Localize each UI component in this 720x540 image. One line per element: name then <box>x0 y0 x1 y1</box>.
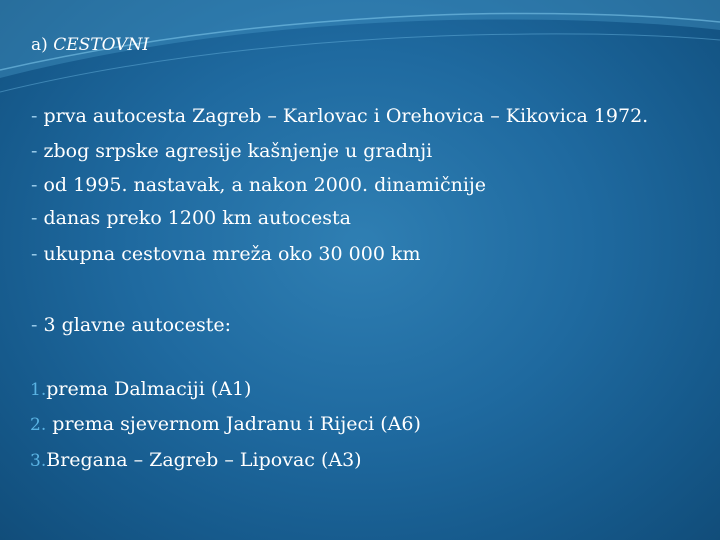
bullet-marker: - <box>31 140 38 162</box>
motorway-item <box>30 412 421 437</box>
title-prefix: a) <box>31 35 48 55</box>
motorway-text: prema sjevernom Jadranu i Rijeci (A6) <box>52 413 421 435</box>
bullet-marker: - <box>31 174 38 196</box>
bullet-item <box>31 173 486 197</box>
bullet-marker: - <box>31 105 38 127</box>
motorway-text: Bregana – Zagreb – Lipovac (A3) <box>46 449 362 471</box>
bullet-marker: - <box>31 314 38 336</box>
bullet-item <box>31 206 351 230</box>
motorways-heading <box>31 313 231 337</box>
motorways-heading-text: 3 glavne autoceste: <box>43 314 231 336</box>
bullet-text: prva autocesta Zagreb – Karlovac i Orehovica – Kikovica 1972. <box>43 105 649 127</box>
bullet-text: od 1995. nastavak, a nakon 2000. dinamičnije <box>43 174 487 196</box>
motorway-number: 3. <box>30 451 47 471</box>
bullet-item <box>31 242 420 266</box>
motorway-number: 1. <box>30 380 47 400</box>
bullet-item <box>31 139 432 163</box>
motorway-item <box>30 448 362 473</box>
bullet-text: danas preko 1200 km autocesta <box>43 207 351 229</box>
title-text: CESTOVNI <box>53 35 150 55</box>
bullet-item <box>31 104 648 128</box>
bullet-marker: - <box>31 207 38 229</box>
bullet-text: zbog srpske agresije kašnjenje u gradnji <box>43 140 433 162</box>
bullet-marker: - <box>31 243 38 265</box>
slide-title <box>31 33 149 57</box>
bullet-text: ukupna cestovna mreža oko 30 000 km <box>43 243 421 265</box>
motorway-number: 2. <box>30 415 47 435</box>
motorway-item <box>30 377 251 402</box>
motorway-text: prema Dalmaciji (A1) <box>46 378 252 400</box>
